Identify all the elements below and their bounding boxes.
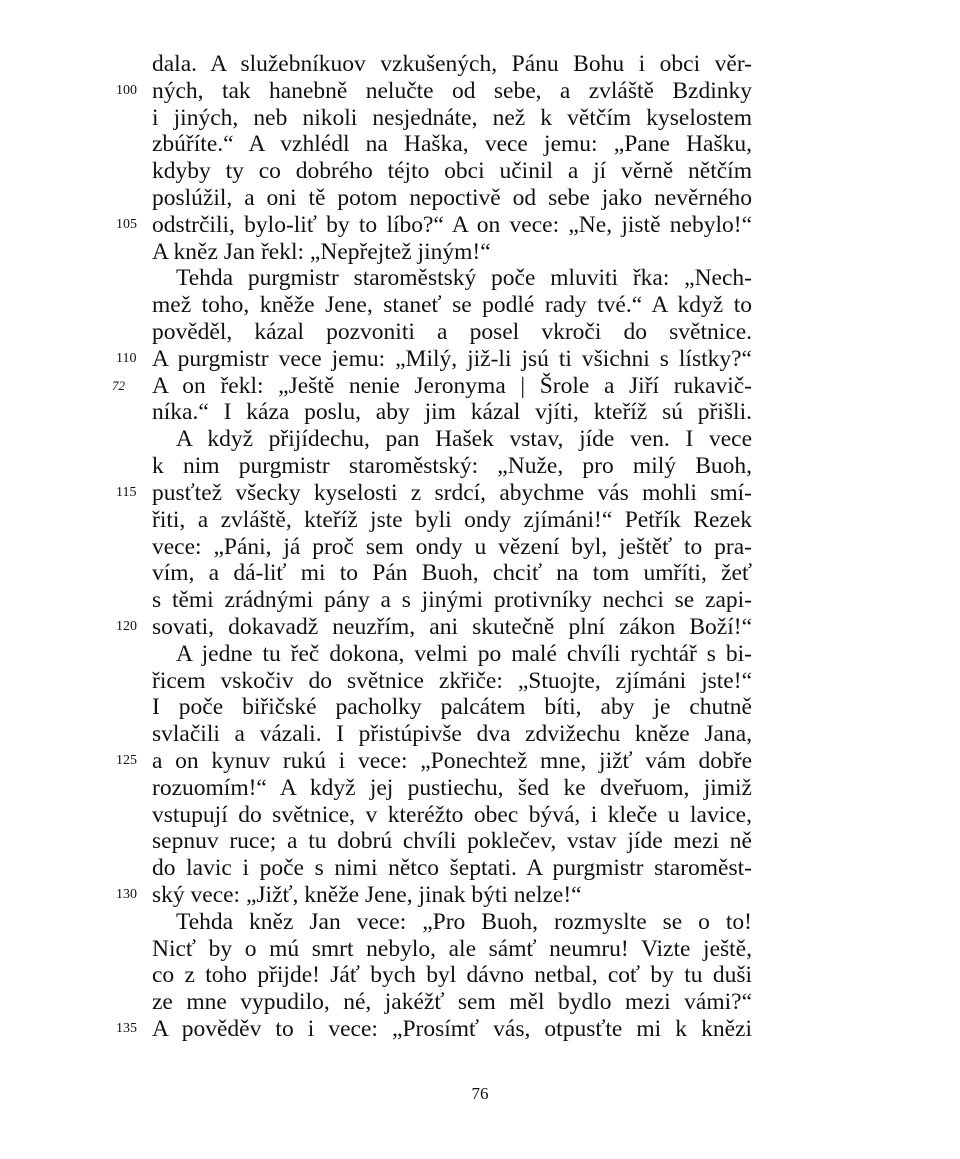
text-line: svlačili a vázali. I přistúpivše dva zdvižechu kněze Jana,	[152, 721, 752, 747]
text-line: A pověděv to i vece: „Prosímť vás, otpusťte mi k knězi	[152, 1016, 752, 1042]
text-line: a on kynuv rukú i vece: „Ponechtež mne, jižť vám dobře	[152, 748, 752, 774]
text-line: co z toho přijde! Jáť bych byl dávno netbal, coť by tu duši	[152, 962, 752, 988]
text-line: ský vece: „Jižť, kněže Jene, jinak býti nelze!“	[152, 882, 582, 908]
text-line: níka.“ I káza poslu, aby jim kázal vjíti, kteříž sú přišli.	[152, 399, 752, 425]
text-line: zbúříte.“ A vzhlédl na Haška, vece jemu: „Pane Hašku,	[152, 131, 752, 157]
text-line: A kněz Jan řekl: „Nepřejtež jiným!“	[152, 239, 491, 265]
text-line: sepnuv ruce; a tu dobrú chvíli poklečev, vstav jíde mezi ně	[152, 828, 752, 854]
text-line: kdyby ty co dobrého téjto obci učinil a jí věrně nětčím	[152, 158, 752, 184]
text-line: dala. A služebníkuov vzkušených, Pánu Bohu i obci věr-	[152, 51, 752, 77]
text-line: Tehda kněz Jan vece: „Pro Buoh, rozmyslte se o to!	[176, 909, 752, 935]
line-number: 105	[116, 217, 137, 232]
line-number: 115	[116, 485, 137, 500]
line-number: 135	[116, 1021, 137, 1036]
text-line: do lavic i poče s nimi nětco šeptati. A purgmistr staroměst-	[152, 855, 752, 881]
text-line: i jiných, neb nikoli nesjednáte, než k větčím kyselostem	[152, 105, 752, 131]
text-line: poslúžil, a oni tě potom nepoctivě od sebe jako nevěrného	[152, 185, 752, 211]
text-line: pověděl, kázal pozvoniti a posel vkroči do světnice.	[152, 319, 752, 345]
text-line: A jedne tu řeč dokona, velmi po malé chvíli rychtář s bi-	[176, 641, 752, 667]
text-line: ze mne vypudilo, né, jakéžť sem měl bydlo mezi vámi?“	[152, 989, 752, 1015]
text-line: Tehda purgmistr staroměstský poče mluviti řka: „Nech-	[176, 265, 752, 291]
text-line: A purgmistr vece jemu: „Milý, již-li jsú ti všichni s lístky?“	[152, 346, 752, 372]
text-line: pusťtež všecky kyselosti z srdcí, abychme vás mohli smí-	[152, 480, 752, 506]
text-line: A když přijídechu, pan Hašek vstav, jíde ven. I vece	[176, 426, 752, 452]
text-line: k nim purgmistr staroměstský: „Nuže, pro milý Buoh,	[152, 453, 752, 479]
text-line: vece: „Páni, já proč sem ondy u vězení byl, ještěť to pra-	[152, 534, 752, 560]
line-number: 110	[116, 351, 137, 366]
line-number: 100	[116, 83, 137, 98]
text-line: sovati, dokavadž neuzřím, ani skutečně plní zákon Boží!“	[152, 614, 752, 640]
text-line: A on řekl: „Ještě nenie Jeronyma | Šrole a Jiří rukavič-	[152, 373, 752, 399]
text-line: ných, tak hanebně nelučte od sebe, a zvláště Bzdinky	[152, 78, 752, 104]
page-number: 76	[471, 1084, 489, 1103]
text-line: I poče biřičské pacholky palcátem bíti, aby je chutně	[152, 694, 752, 720]
line-number: 125	[116, 753, 137, 768]
line-number: 130	[116, 887, 137, 902]
text-line: řiti, a zvláště, kteříž jste byli ondy zjímáni!“ Petřík Rezek	[152, 507, 752, 533]
text-line: mež toho, kněže Jene, staneť se podlé rady tvé.“ A když to	[152, 292, 752, 318]
marginal-note: 72	[112, 378, 125, 393]
text-line: rozuomím!“ A když jej pustiechu, šed ke dveřuom, jimiž	[152, 775, 752, 801]
text-line: odstrčili, bylo-liť by to líbo?“ A on vece: „Ne, jistě nebylo!“	[152, 212, 752, 238]
text-line: vím, a dá-liť mi to Pán Buoh, chciť na tom umříti, žeť	[152, 560, 752, 586]
line-number: 120	[116, 619, 137, 634]
text-line: s těmi zrádnými pány a s jinými protivníky nechci se zapi-	[152, 587, 752, 613]
text-line: vstupují do světnice, v kteréžto obec bývá, i kleče u lavice,	[152, 802, 752, 828]
text-line: řicem vskočiv do světnice zkřiče: „Stuojte, zjímáni jste!“	[152, 668, 752, 694]
text-line: Nicť by o mú smrt nebylo, ale sámť neumru! Vizte ještě,	[152, 936, 752, 962]
